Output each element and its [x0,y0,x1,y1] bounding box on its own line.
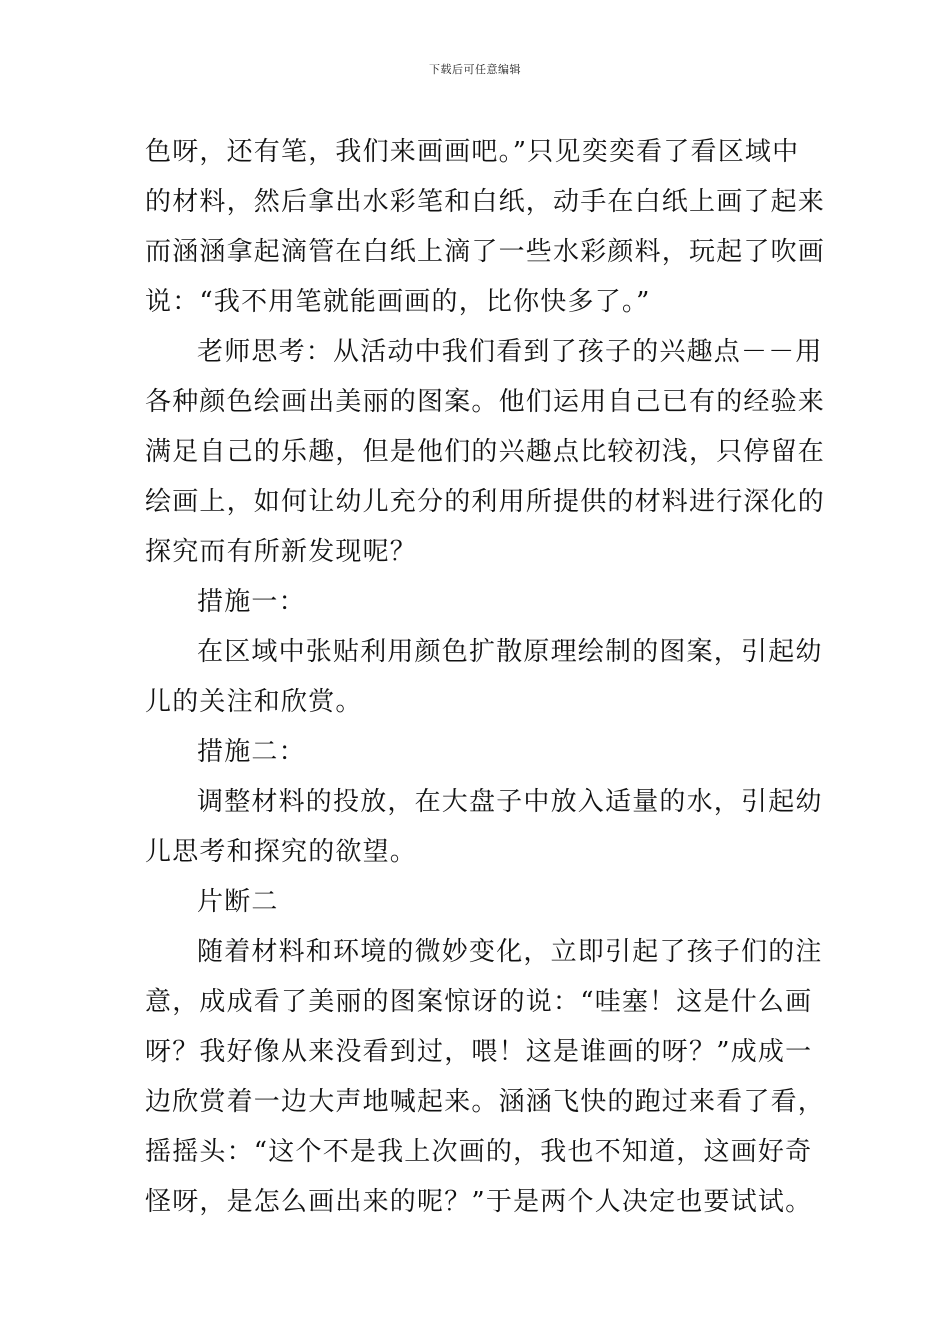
paragraph [145,777,823,877]
text-line: 怪呀，是怎么画出来的呢？”于是两个人决定也要试试。 [145,1187,813,1217]
document-body [145,127,826,1227]
text-line: 意，成成看了美丽的图案惊讶的说：“哇塞！这是什么画 [145,987,813,1017]
text-line: 探究而有所新发现呢？ [145,537,418,567]
text-line: 儿的关注和欣赏。 [145,687,363,717]
text-line: 儿思考和探究的欲望。 [145,837,418,867]
text-line: 摇摇头：“这个不是我上次画的，我也不知道，这画好奇 [145,1137,813,1167]
text-line: 措施一： [197,587,306,617]
paragraph-heading [145,877,810,927]
text-line: 老师思考：从活动中我们看到了孩子的兴趣点－－用 [197,337,823,367]
text-line: 随着材料和环境的微妙变化，立即引起了孩子们的注 [197,937,823,967]
text-line: 呀？我好像从来没看到过，喂！这是谁画的呀？”成成一 [145,1037,813,1067]
text-line: 边欣赏着一边大声地喊起来。涵涵飞快的跑过来看了看， [145,1087,826,1117]
paragraph [145,627,823,727]
text-line: 片断二 [197,887,279,917]
text-line: 色呀，还有笔，我们来画画吧。”只见奕奕看了看区域中 [145,137,800,167]
paragraph [145,127,826,327]
paragraph [145,327,826,577]
text-line: 措施二： [197,737,306,767]
paragraph-heading [145,577,810,627]
text-line: 在区域中张贴利用颜色扩散原理绘制的图案，引起幼 [197,637,823,667]
text-line: 各种颜色绘画出美丽的图案。他们运用自己已有的经验来 [145,387,826,417]
page-header-note: 下载后可任意编辑 [429,63,521,76]
text-line: 的材料，然后拿出水彩笔和白纸，动手在白纸上画了起来 [145,187,826,217]
text-line: 调整材料的投放，在大盘子中放入适量的水，引起幼 [197,787,823,817]
text-line: 绘画上，如何让幼儿充分的利用所提供的材料进行深化的 [145,487,826,517]
text-line: 而涵涵拿起滴管在白纸上滴了一些水彩颜料，玩起了吹画 [145,237,826,267]
text-line: 满足自己的乐趣，但是他们的兴趣点比较初浅，只停留在 [145,437,826,467]
paragraph-heading [145,727,810,777]
paragraph [145,927,826,1227]
text-line: 说：“我不用笔就能画画的，比你快多了。” [145,287,651,317]
